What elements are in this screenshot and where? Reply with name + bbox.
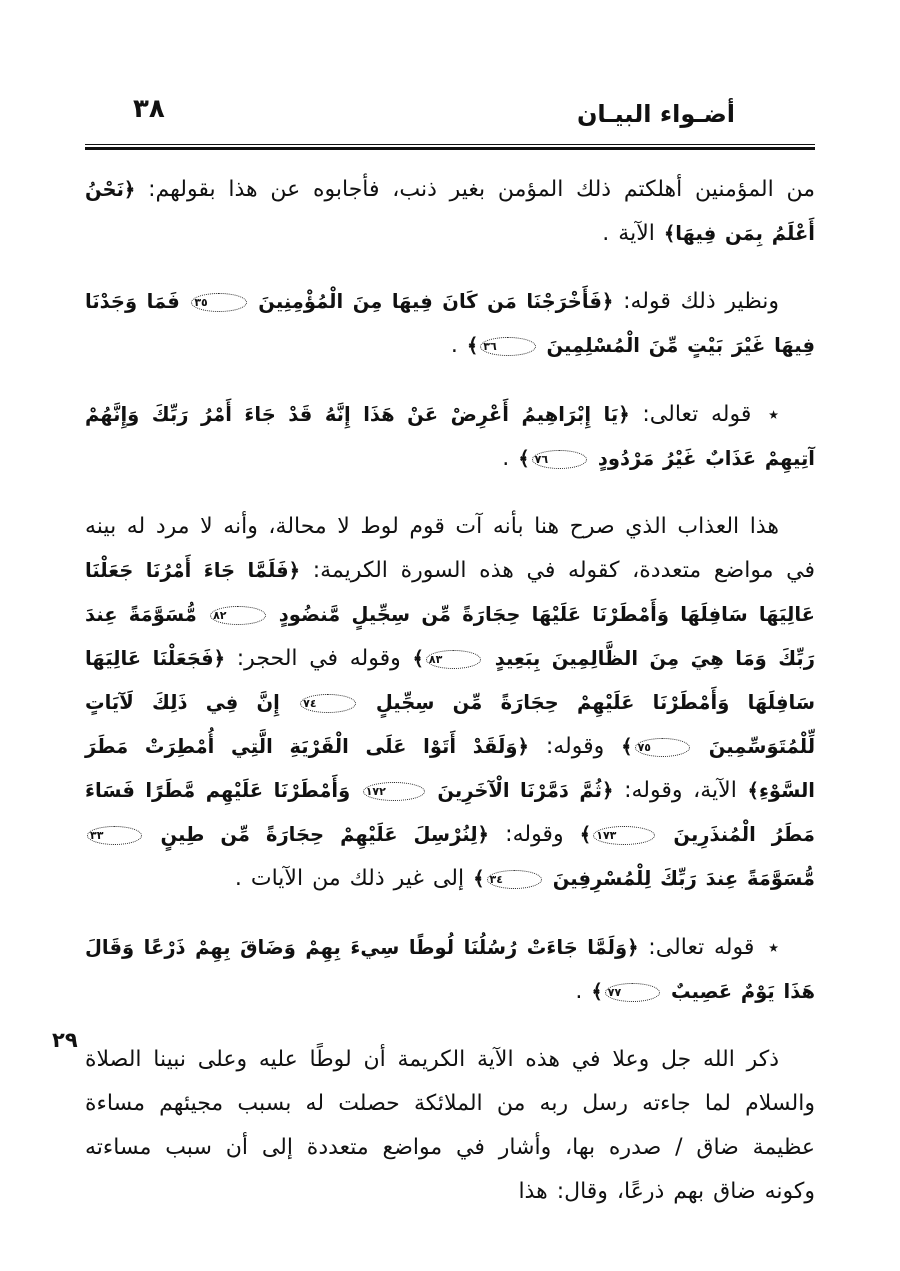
body-text: قوله تعالى: — [629, 402, 765, 427]
quran-quote: ﴿ثُمَّ دَمَّرْنَا الْآخَرِينَ — [426, 779, 614, 802]
body-text: . — [450, 333, 467, 358]
ayah-number: ٣٣ — [87, 826, 142, 845]
margin-folio-number: ٢٩ — [52, 1028, 78, 1052]
quran-quote: ﴿وَلَمَّا جَاءَتْ رُسُلُنَا لُوطًا سِيءَ بِهِمْ وَضَاقَ بِهِمْ ذَرْعًا وَقَالَ هَذَا يَوْمٌ عَصِيبٌ — [85, 936, 815, 1003]
body-text: . — [575, 979, 592, 1004]
body-text: وقوله: — [528, 734, 622, 759]
ayah-number: ٧٥ — [635, 738, 690, 757]
paragraph — [85, 925, 815, 1014]
header-rule — [85, 144, 815, 150]
quran-quote: ﴾ — [591, 980, 603, 1003]
body-text: إلى غير ذلك من الآيات . — [234, 866, 474, 891]
body-text: . — [502, 446, 519, 471]
quran-quote: ﴿يَا إِبْرَاهِيمُ أَعْرِضْ عَنْ هَذَا إِنَّهُ قَدْ جَاءَ أَمْرُ رَبِّكَ وَإِنَّهُمْ آتِيهِمْ عَذَابٌ غَيْرُ مَرْدُودٍ — [85, 403, 815, 470]
body-text: قوله تعالى: — [638, 935, 765, 960]
ayah-number: ٧٤ — [300, 694, 355, 713]
body-text: وقوله في الحجر: — [225, 646, 413, 671]
quran-quote: ﴿نَحْنُ أَعْلَمُ بِمَن فِيهَا﴾ — [85, 178, 815, 245]
quran-quote: ﴿فَلَمَّا جَاءَ أَمْرُنَا جَعَلْنَا عَالِيَهَا سَافِلَهَا وَأَمْطَرْنَا عَلَيْهَا حِجَارَةً مِّن سِجِّيلٍ مَّنضُودٍ — [85, 559, 815, 626]
text-body — [85, 168, 815, 1238]
quran-quote: مُّسَوَّمَةً عِندَ رَبِّكَ لِلْمُسْرِفِينَ — [543, 867, 815, 890]
ayah-number: ٣٥ — [191, 293, 246, 312]
paragraph — [85, 505, 815, 901]
quran-quote: ﴾ — [518, 447, 530, 470]
page-header — [85, 92, 815, 150]
section-star-icon: ٭ — [768, 935, 779, 959]
quran-quote: فَمَا وَجَدْنَا فِيهَا غَيْرَ بَيْتٍ مِّنَ الْمُسْلِمِينَ — [85, 290, 815, 357]
body-text: هذا العذاب الذي صرح هنا بأنه آت قوم لوط لا محالة، وأنه لا مرد له بينه في مواضع متعددة، كقوله في هذه السورة الكريمة: — [85, 514, 815, 583]
quran-quote: ﴾ — [579, 823, 592, 846]
ayah-number: ٨٣ — [426, 650, 481, 669]
ayah-number: ١٧٣ — [593, 826, 655, 845]
paragraph — [85, 1038, 815, 1214]
ayah-number: ٣٤ — [487, 870, 542, 889]
body-text: ونظير ذلك قوله: — [613, 289, 779, 314]
paragraph — [85, 392, 815, 481]
paragraph — [85, 168, 815, 256]
section-star-icon: ٭ — [768, 402, 779, 426]
quran-quote: ﴾ — [466, 334, 479, 357]
quran-quote: إِنَّ فِي ذَلِكَ لَآيَاتٍ لِّلْمُتَوَسِّمِينَ — [85, 691, 816, 758]
body-text: الآية . — [602, 221, 664, 246]
quran-quote: ﴿وَلَقَدْ أَتَوْا عَلَى الْقَرْيَةِ الَّتِي أُمْطِرَتْ مَطَرَ السَّوْءِ﴾ — [85, 735, 815, 802]
body-text: ذكر الله جل وعلا في هذه الآية الكريمة أن لوطًا عليه وعلى نبينا الصلاة والسلام لما جاءته رسل ربه من الملائكة حصلت له بسبب مجيئهم مساءة عظيمة ضاق / صدره بها، وأشار في مواضع متعددة إلى أن سبب مساءته وكونه ضاق بهم ذرعًا، وقال: هذا — [85, 1047, 815, 1204]
ayah-number: ٨٢ — [210, 606, 265, 625]
ayah-number: ٧٧ — [605, 983, 660, 1002]
body-text: وقوله: — [488, 822, 580, 847]
quran-quote: ﴾ — [412, 647, 424, 670]
quran-quote: ﴿لِنُرْسِلَ عَلَيْهِمْ حِجَارَةً مِّن طِينٍ — [144, 823, 489, 846]
quran-quote: مُّسَوَّمَةً عِندَ رَبِّكَ وَمَا هِيَ مِنَ الظَّالِمِينَ بِبَعِيدٍ — [85, 603, 815, 670]
quran-quote: ﴾ — [473, 867, 485, 890]
quran-quote: ﴿فَجَعَلْنَا عَالِيَهَا سَافِلَهَا وَأَمْطَرْنَا عَلَيْهِمْ حِجَارَةً مِّن سِجِّيلٍ — [85, 647, 815, 714]
ayah-number: ٧٦ — [532, 450, 587, 469]
body-text: من المؤمنين أهلكتم ذلك المؤمن بغير ذنب، فأجابوه عن هذا بقولهم: — [135, 177, 815, 202]
quran-quote: وَأَمْطَرْنَا عَلَيْهِم مَّطَرًا فَسَاءَ مَطَرُ الْمُنذَرِينَ — [85, 779, 815, 846]
paragraph — [85, 280, 815, 368]
body-text: الآية، وقوله: — [613, 778, 748, 803]
ayah-number: ١٧٢ — [363, 782, 425, 801]
book-title: أضـواء البيـان — [576, 100, 735, 128]
page-number: ٣٨ — [133, 94, 165, 124]
quran-quote: ﴿فَأَخْرَجْنَا مَن كَانَ فِيهَا مِنَ الْمُؤْمِنِينَ — [248, 290, 614, 313]
quran-quote: ﴾ — [621, 735, 633, 758]
ayah-number: ٣٦ — [480, 337, 535, 356]
